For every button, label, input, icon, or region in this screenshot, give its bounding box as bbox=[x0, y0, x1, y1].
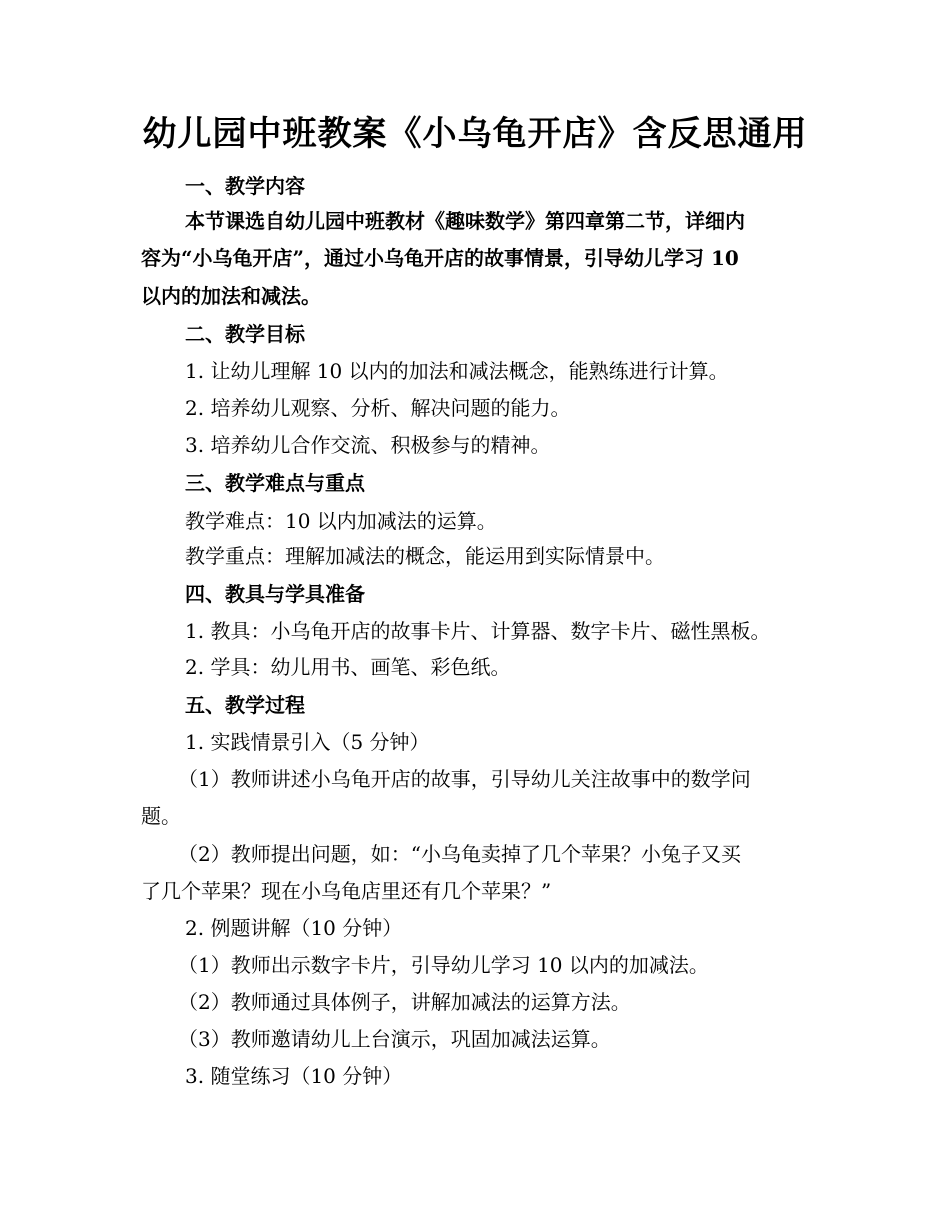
paragraph-line: （3）教师邀请幼儿上台演示，巩固加减法运算。 bbox=[178, 1027, 611, 1051]
list-item: 2. 培养幼儿观察、分析、解决问题的能力。 bbox=[185, 396, 571, 420]
paragraph-line: （1）教师出示数字卡片，引导幼儿学习 10 以内的加减法。 bbox=[178, 953, 709, 977]
paragraph-line: 了几个苹果？现在小乌龟店里还有几个苹果？” bbox=[141, 879, 552, 903]
section-heading: 二、教学目标 bbox=[185, 322, 305, 346]
section-heading: 三、教学难点与重点 bbox=[185, 471, 365, 495]
paragraph-line: （2）教师通过具体例子，讲解加减法的运算方法。 bbox=[178, 990, 631, 1014]
list-item: 2. 学具：幼儿用书、画笔、彩色纸。 bbox=[185, 655, 511, 679]
list-item: 1. 让幼儿理解 10 以内的加法和减法概念，能熟练进行计算。 bbox=[185, 359, 729, 383]
paragraph-line: 题。 bbox=[141, 804, 181, 828]
paragraph-line: 容为“小乌龟开店”，通过小乌龟开店的故事情景，引导幼儿学习 10 bbox=[141, 246, 739, 270]
list-item: 2. 例题讲解（10 分钟） bbox=[185, 916, 403, 940]
paragraph-line: 本节课选自幼儿园中班教材《趣味数学》第四章第二节，详细内 bbox=[185, 209, 745, 233]
list-item: 1. 实践情景引入（5 分钟） bbox=[185, 730, 430, 754]
paragraph-line: 以内的加法和减法。 bbox=[141, 284, 321, 308]
paragraph-line: （1）教师讲述小乌龟开店的故事，引导幼儿关注故事中的数学问 bbox=[178, 767, 751, 791]
paragraph-line: 教学重点：理解加减法的概念，能运用到实际情景中。 bbox=[185, 544, 665, 568]
document-title: 幼儿园中班教案《小乌龟开店》含反思通用 bbox=[142, 114, 808, 154]
list-item: 3. 随堂练习（10 分钟） bbox=[185, 1064, 403, 1088]
section-heading: 四、教具与学具准备 bbox=[185, 582, 365, 606]
paragraph-line: （2）教师提出问题，如：“小乌龟卖掉了几个苹果？小兔子又买 bbox=[178, 842, 741, 866]
list-item: 1. 教具：小乌龟开店的故事卡片、计算器、数字卡片、磁性黑板。 bbox=[185, 619, 771, 643]
section-heading: 一、教学内容 bbox=[185, 174, 305, 198]
paragraph-line: 教学难点：10 以内加减法的运算。 bbox=[185, 509, 497, 533]
section-heading: 五、教学过程 bbox=[185, 693, 305, 717]
list-item: 3. 培养幼儿合作交流、积极参与的精神。 bbox=[185, 433, 551, 457]
